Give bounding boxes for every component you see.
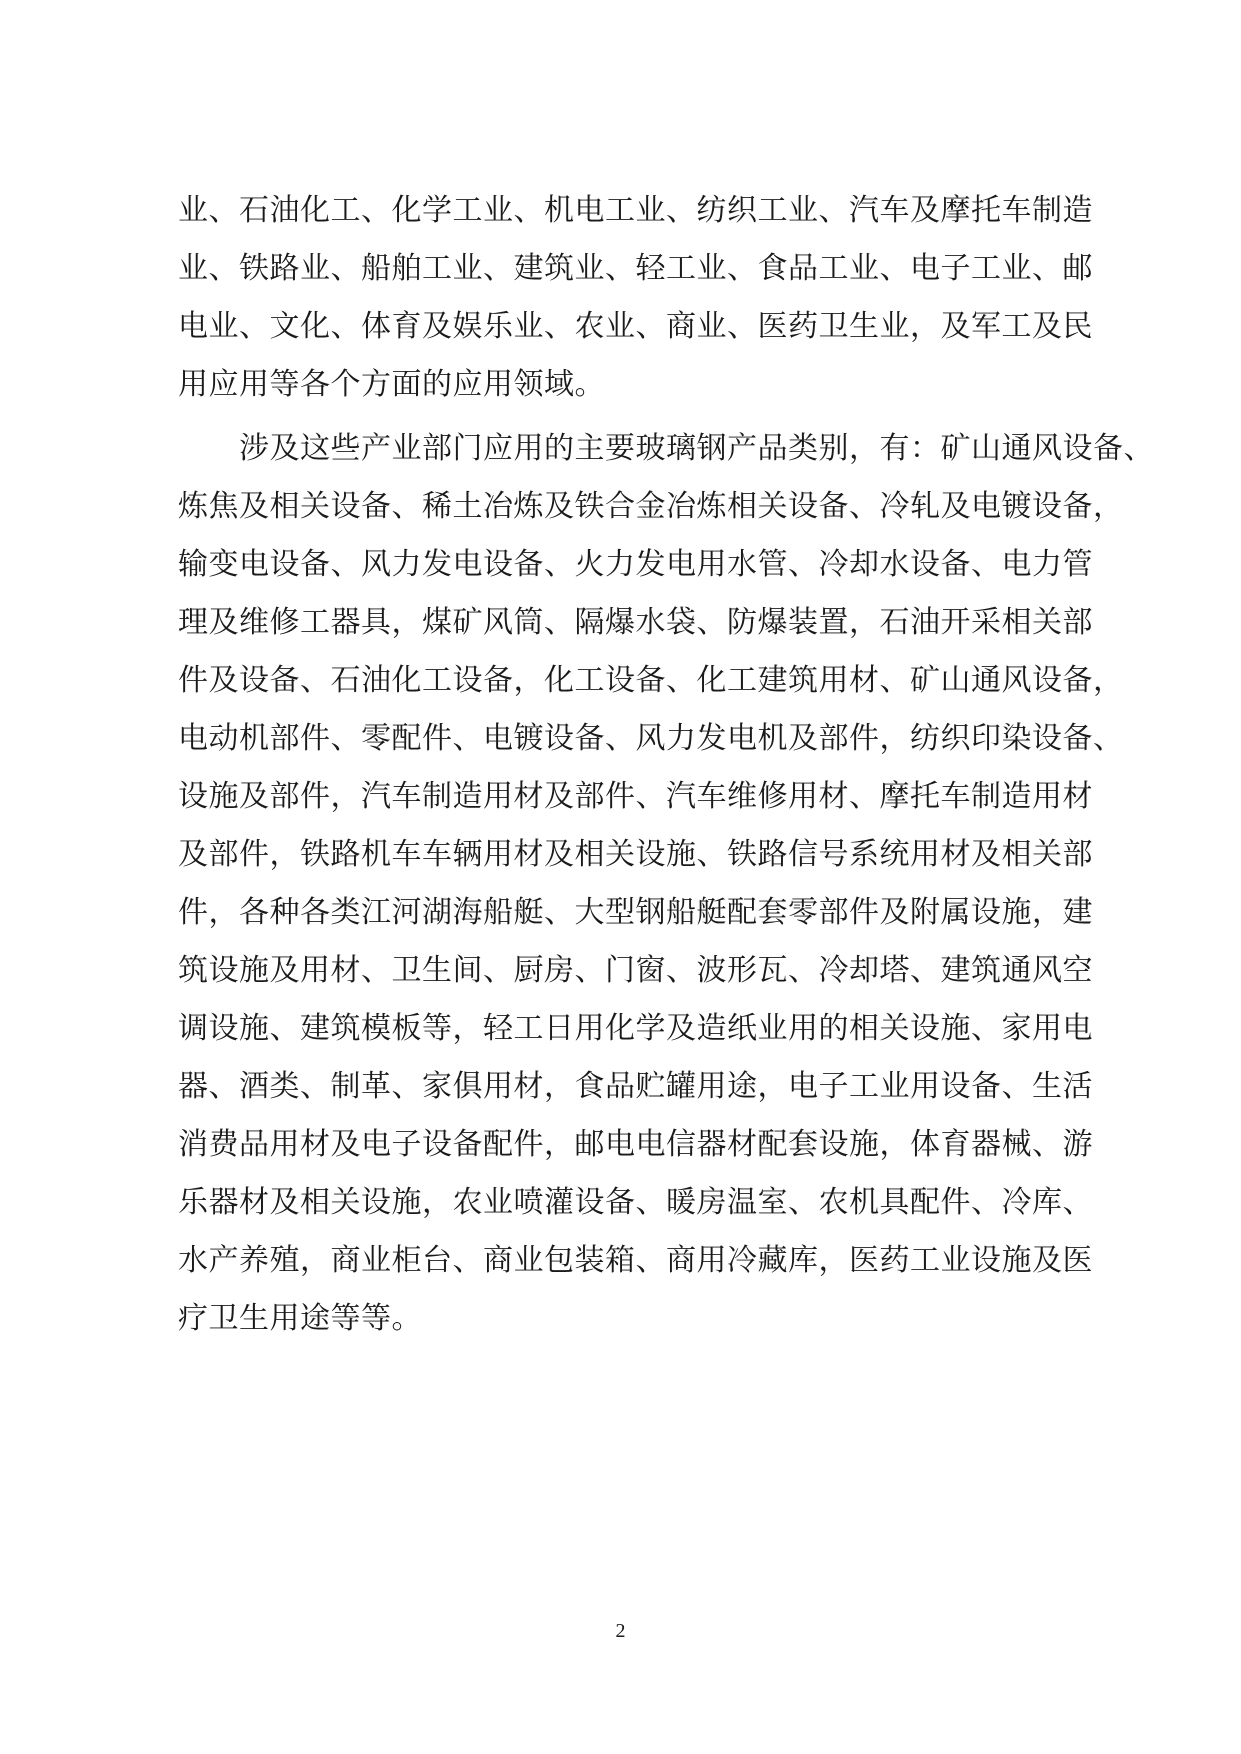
text-line: 乐器材及相关设施，农业喷灌设备、暖房温室、农机具配件、冷库、 bbox=[178, 1185, 1093, 1220]
paragraph-1 bbox=[178, 182, 1093, 414]
text-line: 件及设备、石油化工设备，化工设备、化工建筑用材、矿山通风设备， bbox=[178, 663, 1124, 698]
text-line: 水产养殖，商业柜台、商业包装箱、商用冷藏库，医药工业设施及医 bbox=[178, 1243, 1093, 1278]
text-line: 电业、文化、体育及娱乐业、农业、商业、医药卫生业，及军工及民 bbox=[178, 309, 1093, 344]
text-line: 业、石油化工、化学工业、机电工业、纺织工业、汽车及摩托车制造 bbox=[178, 193, 1093, 228]
text-line: 及部件，铁路机车车辆用材及相关设施、铁路信号系统用材及相关部 bbox=[178, 837, 1093, 872]
text-line: 业、铁路业、船舶工业、建筑业、轻工业、食品工业、电子工业、邮 bbox=[178, 251, 1093, 286]
text-line: 消费品用材及电子设备配件，邮电电信器材配套设施，体育器械、游 bbox=[178, 1127, 1093, 1162]
text-line: 器、酒类、制革、家俱用材，食品贮罐用途，电子工业用设备、生活 bbox=[178, 1069, 1093, 1104]
text-line: 电动机部件、零配件、电镀设备、风力发电机及部件，纺织印染设备、 bbox=[178, 721, 1124, 756]
text-line: 调设施、建筑模板等，轻工日用化学及造纸业用的相关设施、家用电 bbox=[178, 1011, 1093, 1046]
text-line: 输变电设备、风力发电设备、火力发电用水管、冷却水设备、电力管 bbox=[178, 547, 1093, 582]
body-text bbox=[178, 182, 1154, 1348]
text-line: 疗卫生用途等等。 bbox=[178, 1301, 422, 1336]
paragraph-2 bbox=[178, 420, 1154, 1348]
text-line: 设施及部件，汽车制造用材及部件、汽车维修用材、摩托车制造用材 bbox=[178, 779, 1093, 814]
page-number: 2 bbox=[615, 1620, 626, 1642]
text-line: 用应用等各个方面的应用领域。 bbox=[178, 367, 605, 402]
text-line: 件，各种各类江河湖海船艇、大型钢船艇配套零部件及附属设施，建 bbox=[178, 895, 1093, 930]
text-line: 筑设施及用材、卫生间、厨房、门窗、波形瓦、冷却塔、建筑通风空 bbox=[178, 953, 1093, 988]
text-line: 涉及这些产业部门应用的主要玻璃钢产品类别，有：矿山通风设备、 bbox=[178, 431, 1154, 466]
text-line: 理及维修工器具，煤矿风筒、隔爆水袋、防爆装置，石油开采相关部 bbox=[178, 605, 1093, 640]
text-line: 炼焦及相关设备、稀土冶炼及铁合金冶炼相关设备、冷轧及电镀设备， bbox=[178, 489, 1124, 524]
